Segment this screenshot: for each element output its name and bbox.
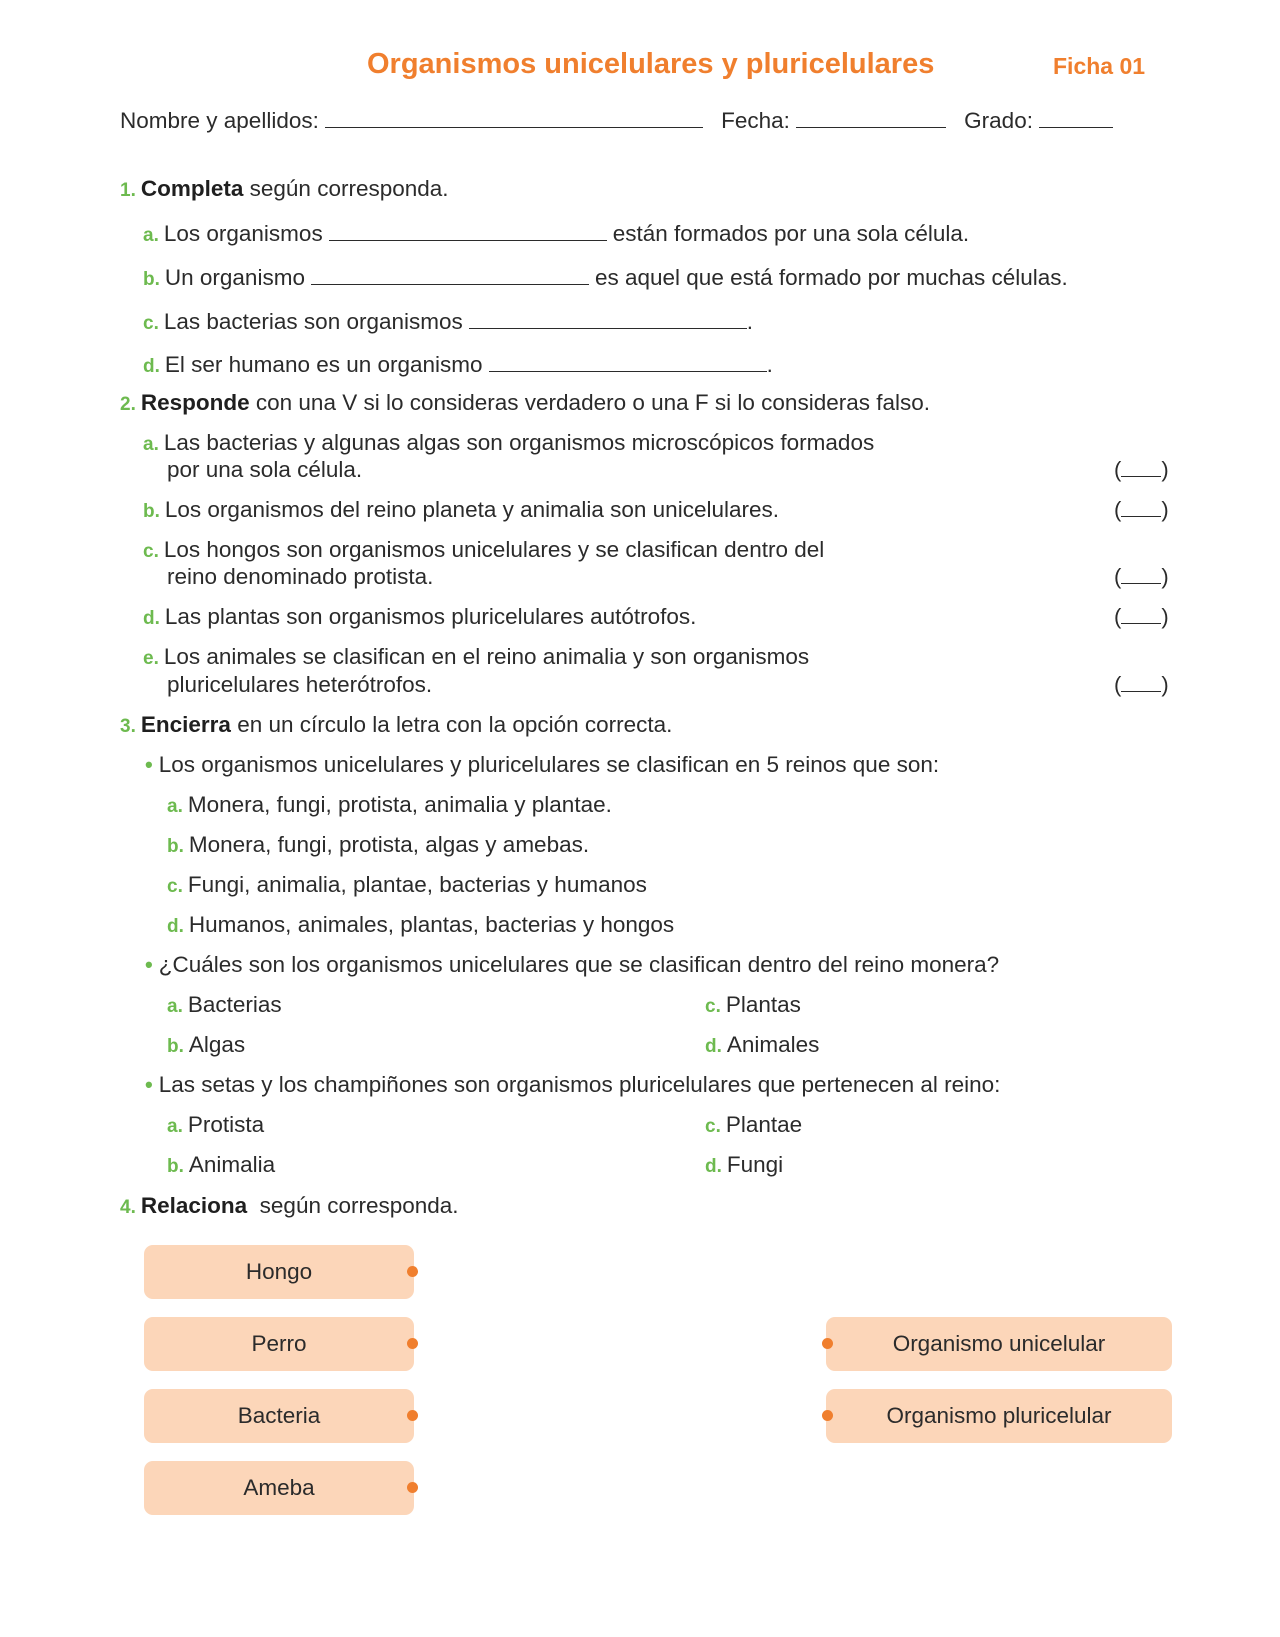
q4-heading [120, 1193, 459, 1219]
q1-blank[interactable] [329, 220, 607, 241]
q2-item-text: reino denominado protista. [167, 564, 434, 589]
q1-item [143, 264, 1068, 291]
option-letter[interactable]: d. [705, 1156, 722, 1177]
q3-option[interactable] [167, 832, 589, 858]
option-text: Protista [187, 1112, 265, 1137]
q4-instruction: según corresponda. [259, 1193, 459, 1218]
match-dot[interactable] [407, 1338, 418, 1349]
q3-option[interactable] [167, 992, 282, 1018]
q4-number: 4. [120, 1197, 136, 1218]
q2-heading [120, 390, 930, 416]
option-letter[interactable]: c. [705, 996, 721, 1017]
ficha-label: Ficha 01 [1053, 53, 1146, 79]
student-fields [120, 107, 1119, 134]
q1-blank[interactable] [489, 351, 767, 372]
q3-instruction: en un círculo la letra con la opción correcta. [237, 712, 673, 737]
answer-parens[interactable]: ( ) [1114, 564, 1169, 589]
name-field[interactable] [325, 107, 703, 128]
q3-question-text: Las setas y los champiñones son organismos pluricelulares que pertenecen al reino: [158, 1072, 1001, 1097]
q3-option[interactable] [705, 992, 801, 1018]
match-dot[interactable] [407, 1482, 418, 1493]
q2-item [143, 497, 779, 523]
q1-item [143, 220, 969, 247]
match-dot[interactable] [822, 1410, 833, 1421]
option-text: Monera, fungi, protista, animalia y plantae. [187, 792, 612, 817]
bullet: • [145, 1072, 153, 1097]
bullet: • [145, 952, 153, 977]
q1-blank[interactable] [469, 308, 747, 329]
q1-item-text: Las bacterias son organismos [163, 309, 463, 334]
match-dot[interactable] [822, 1338, 833, 1349]
q1-item-letter: d. [143, 356, 160, 377]
option-text: Fungi, animalia, plantae, bacterias y humanos [187, 872, 647, 897]
q2-item-text: Los hongos son organismos unicelulares y se clasifican dentro del [163, 537, 825, 562]
option-letter[interactable]: d. [705, 1036, 722, 1057]
answer-parens[interactable]: ( ) [1114, 497, 1169, 522]
q3-option[interactable] [705, 1112, 802, 1138]
option-letter[interactable]: c. [167, 876, 183, 897]
q3-question [145, 1072, 1000, 1098]
q3-option[interactable] [705, 1152, 783, 1178]
match-dot[interactable] [407, 1266, 418, 1277]
q2-instruction: con una V si lo consideras verdadero o una F si lo consideras falso. [255, 390, 931, 415]
option-text: Monera, fungi, protista, algas y amebas. [188, 832, 590, 857]
page-title: Organismos unicelulares y pluricelulares [367, 48, 935, 80]
q2-keyword: Responde [140, 390, 250, 415]
option-letter[interactable]: a. [167, 996, 183, 1017]
q2-item-letter: b. [143, 501, 160, 522]
q2-item-letter: e. [143, 648, 159, 669]
q2-item-text: Los animales se clasifican en el reino animalia y son organismos [163, 644, 810, 669]
option-letter[interactable]: d. [167, 916, 184, 937]
q3-question-text: ¿Cuáles son los organismos unicelulares que se clasifican dentro del reino monera? [158, 952, 1000, 977]
q3-number: 3. [120, 716, 136, 737]
q3-keyword: Encierra [140, 712, 231, 737]
q1-item-text: . [746, 309, 754, 334]
q2-item-text: pluricelulares heterótrofos. [167, 672, 433, 697]
option-text: Bacterias [187, 992, 282, 1017]
option-letter[interactable]: a. [167, 796, 183, 817]
q1-heading [120, 176, 449, 202]
q3-heading [120, 712, 672, 738]
q1-item-text: El ser humano es un organismo [164, 352, 483, 377]
q1-item-text: . [766, 352, 773, 377]
option-letter[interactable]: b. [167, 1156, 184, 1177]
q2-item-text: Las plantas son organismos pluricelulares autótrofos. [164, 604, 697, 629]
q3-question-text: Los organismos unicelulares y pluricelulares se clasifican en 5 reinos que son: [158, 752, 940, 777]
q1-item [143, 308, 753, 335]
grade-label: Grado: [964, 108, 1033, 133]
name-label: Nombre y apellidos: [120, 108, 319, 133]
option-text: Algas [188, 1032, 246, 1057]
q3-option[interactable] [167, 1032, 245, 1058]
match-left-item[interactable]: Hongo [144, 1245, 414, 1299]
q1-item-text: Los organismos [163, 221, 323, 246]
q1-item-letter: a. [143, 225, 159, 246]
match-left-item[interactable]: Perro [144, 1317, 414, 1371]
option-letter[interactable]: c. [705, 1116, 721, 1137]
q1-blank[interactable] [311, 264, 589, 285]
match-right-item[interactable]: Organismo pluricelular [826, 1389, 1172, 1443]
option-text: Fungi [726, 1152, 784, 1177]
match-dot[interactable] [407, 1410, 418, 1421]
answer-parens[interactable]: ( ) [1114, 604, 1169, 629]
q1-item-text: es aquel que está formado por muchas células. [594, 265, 1068, 290]
bullet: • [145, 752, 153, 777]
q2-item [143, 430, 874, 456]
option-text: Plantas [725, 992, 801, 1017]
option-text: Animales [726, 1032, 820, 1057]
match-right-item[interactable]: Organismo unicelular [826, 1317, 1172, 1371]
q2-item-text: Las bacterias y algunas algas son organismos microscópicos formados [163, 430, 875, 455]
q1-item-text: Un organismo [164, 265, 305, 290]
q1-number: 1. [120, 180, 136, 201]
option-text: Plantae [725, 1112, 803, 1137]
q3-option[interactable] [167, 1112, 264, 1138]
q1-item-letter: c. [143, 313, 159, 334]
q1-item [143, 351, 773, 378]
q3-option[interactable] [167, 1152, 275, 1178]
q3-option[interactable] [167, 872, 647, 898]
q3-option[interactable] [167, 912, 674, 938]
q1-keyword: Completa [140, 176, 244, 201]
date-field[interactable] [796, 107, 946, 128]
q2-number: 2. [120, 394, 136, 415]
q2-item-text: por una sola célula. [167, 457, 363, 482]
option-text: Animalia [188, 1152, 276, 1177]
q4-keyword: Relaciona [140, 1193, 248, 1218]
q3-option[interactable] [167, 792, 612, 818]
option-text: Humanos, animales, plantas, bacterias y hongos [188, 912, 675, 937]
grade-field[interactable] [1039, 107, 1113, 128]
q2-item-letter: d. [143, 608, 160, 629]
q2-item [143, 644, 809, 670]
q3-option[interactable] [705, 1032, 819, 1058]
q1-item-text: están formados por una sola célula. [612, 221, 970, 246]
option-letter[interactable]: b. [167, 1036, 184, 1057]
q1-instruction: según corresponda. [249, 176, 449, 201]
option-letter[interactable]: a. [167, 1116, 183, 1137]
match-left-item[interactable]: Ameba [144, 1461, 414, 1515]
q2-item [143, 537, 824, 563]
q1-item-letter: b. [143, 269, 160, 290]
date-label: Fecha: [721, 108, 790, 133]
answer-parens[interactable]: ( ) [1114, 457, 1169, 482]
match-left-item[interactable]: Bacteria [144, 1389, 414, 1443]
option-letter[interactable]: b. [167, 836, 184, 857]
q3-question [145, 952, 999, 978]
answer-parens[interactable]: ( ) [1114, 672, 1169, 697]
q2-item-text: Los organismos del reino planeta y animalia son unicelulares. [164, 497, 779, 522]
q3-question [145, 752, 939, 778]
q2-item-letter: a. [143, 434, 159, 455]
q2-item [143, 604, 696, 630]
q2-item-letter: c. [143, 541, 159, 562]
